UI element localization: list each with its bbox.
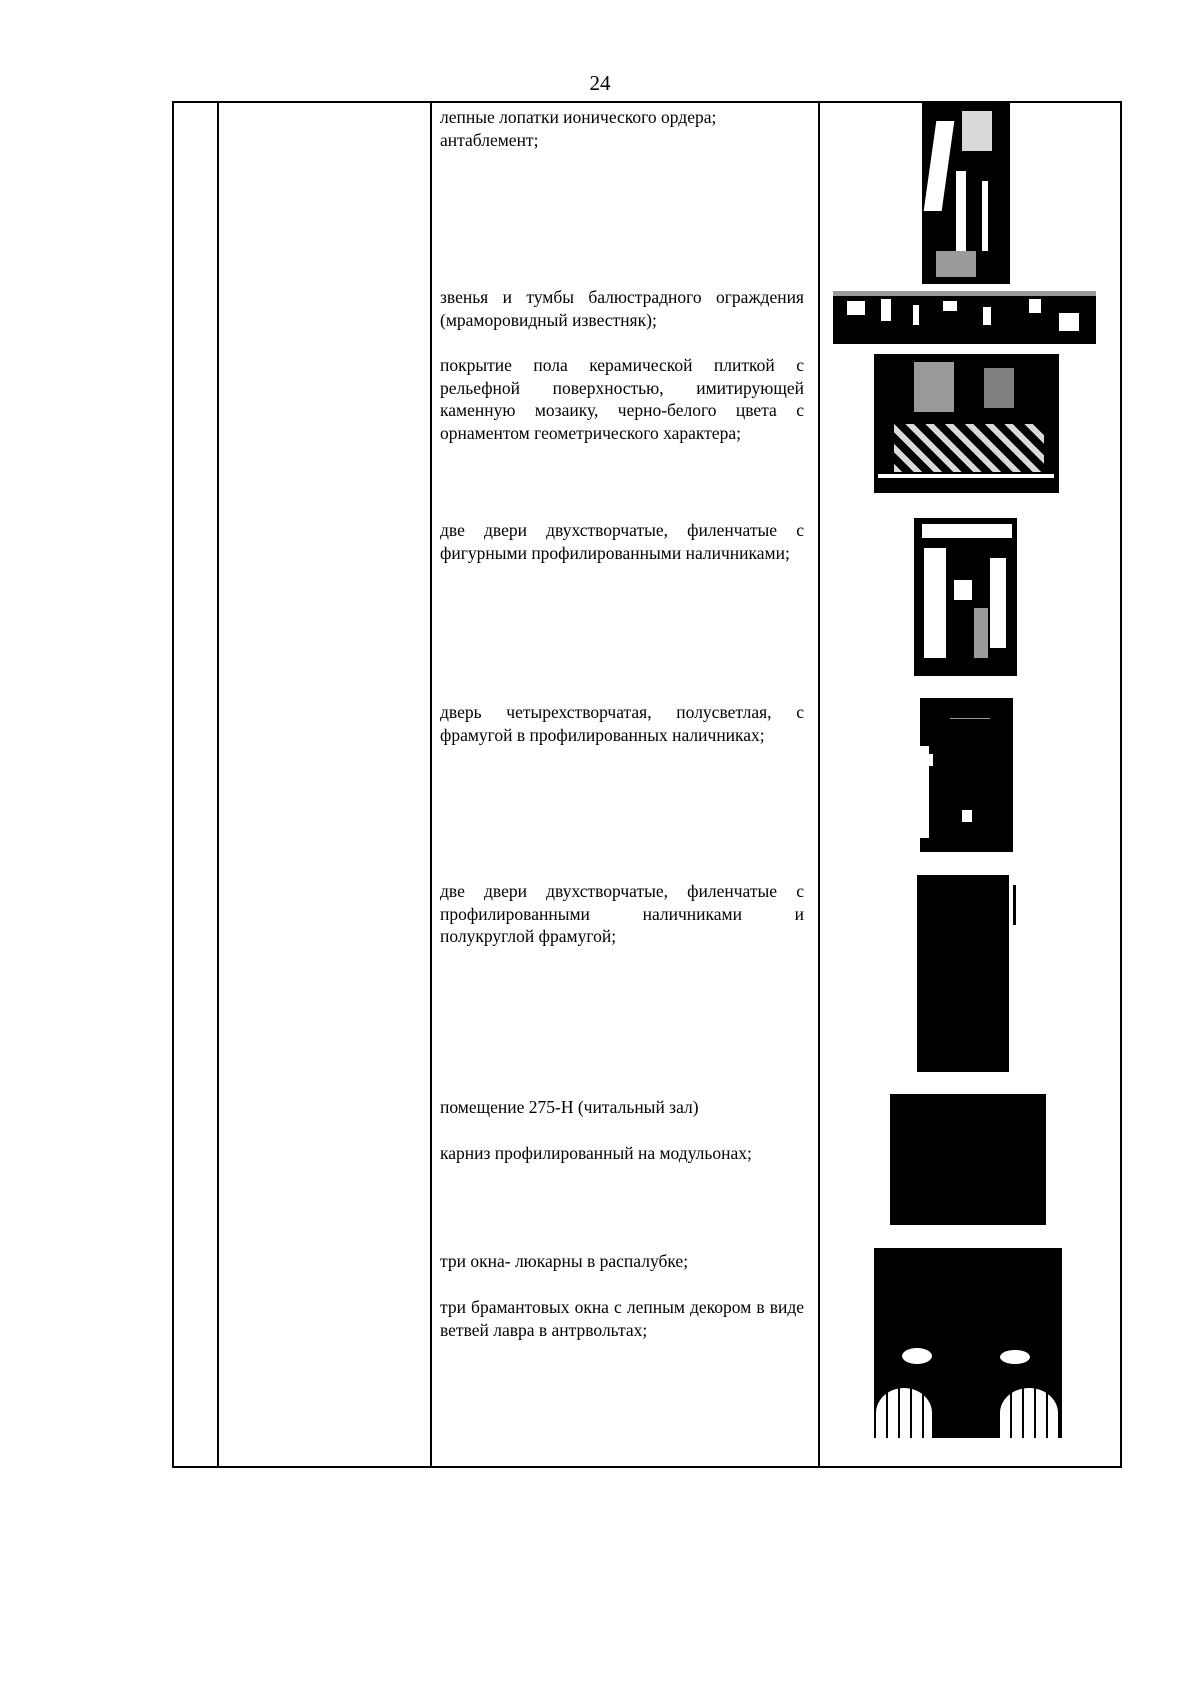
table-border-bottom (172, 1466, 1122, 1468)
item-text-pilasters: лепные лопатки ионического ордера; антаблемент; (440, 107, 717, 150)
balustrade-photo (833, 291, 1096, 344)
item-text-lucarne: три окна- люкарны в распалубке; (440, 1251, 689, 1271)
lucarne-window-photo (874, 1248, 1062, 1438)
column-divider-2 (430, 101, 432, 1468)
item-text-door-four-leaf: дверь четырехстворчатая, полусветлая, с фрамугой в профилированных наличниках; (440, 702, 804, 745)
item-text-balustrade: звенья и тумбы балюстрадного ограждения (мраморовидный известняк); (440, 287, 804, 330)
item-text-doors-1: две двери двухстворчатые, филенчатые с фигурными профилированными наличниками; (440, 520, 804, 563)
table-border-left (172, 101, 174, 1468)
cornice-photo (890, 1094, 1046, 1225)
item-text-cornice: карниз профилированный на модульонах; (440, 1143, 752, 1163)
item-text-bramante-windows: три брамантовых окна с лепным декором в виде ветвей лавра в антрвольтах; (440, 1297, 804, 1340)
floor-tile-photo (874, 354, 1059, 493)
column-divider-3 (818, 101, 820, 1468)
page-number: 24 (589, 71, 611, 95)
door-photo (914, 518, 1017, 676)
door-photo (917, 875, 1018, 1072)
pilaster-photo (922, 101, 1010, 284)
column-divider-1 (217, 101, 219, 1468)
door-photo (920, 698, 1013, 852)
item-text-doors-2: две двери двухстворчатые, филенчатые с профилированными наличниками и полукруглой фрамугой; (440, 881, 804, 946)
item-text-floor: покрытие пола керамической плиткой с рельефной поверхностью, имитирующей каменную мозаику, черно-белого цвета с орнаментом геометрического характера; (440, 355, 804, 443)
table-border-right (1120, 101, 1122, 1468)
item-text-room-heading: помещение 275-Н (читальный зал) (440, 1097, 699, 1117)
